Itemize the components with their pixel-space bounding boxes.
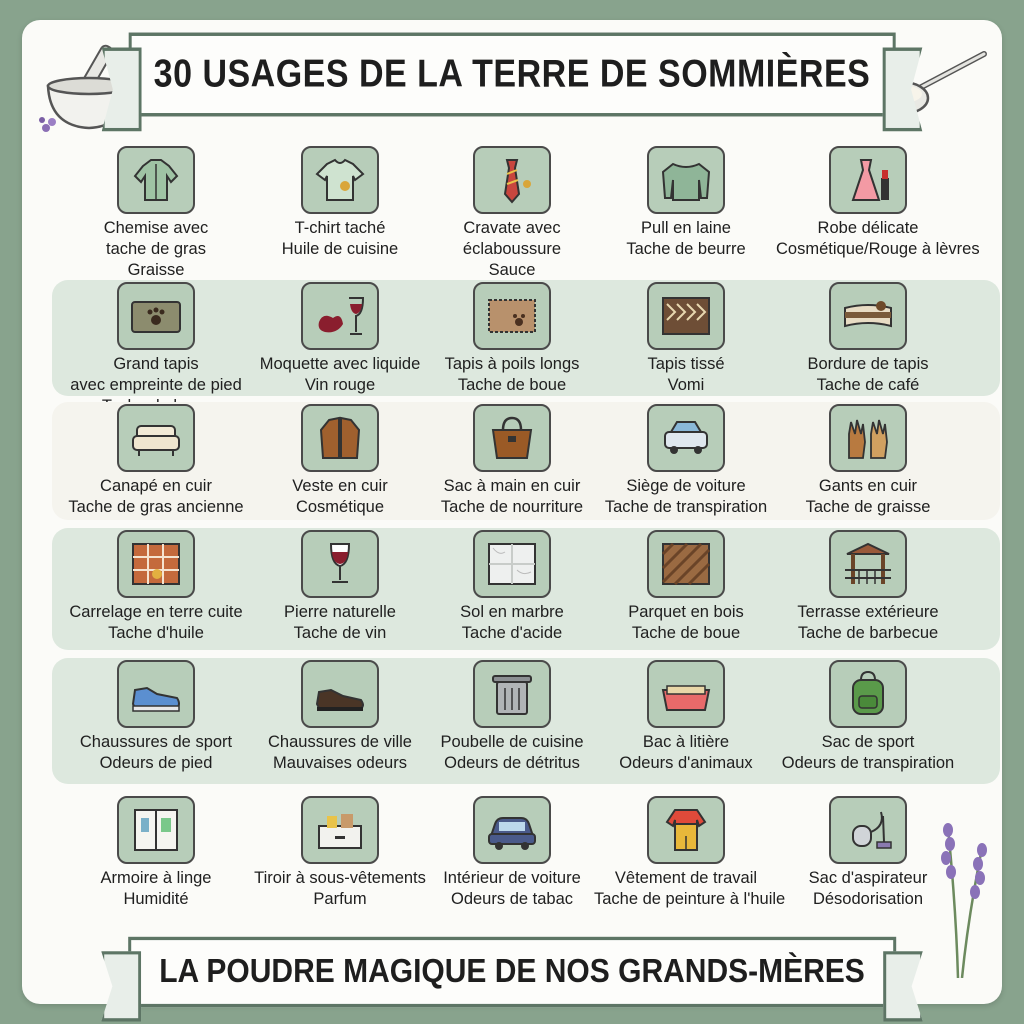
usage-item — [776, 530, 960, 644]
usage-label-line: Chemise avec — [103, 219, 209, 237]
usage-label — [248, 218, 432, 260]
shirt-icon — [117, 146, 195, 214]
usage-label-line: Tache de gras ancienne — [68, 498, 244, 516]
usage-label-line: Robe délicate — [817, 219, 919, 237]
usage-label — [420, 732, 604, 774]
rug-edge-icon — [829, 282, 907, 350]
usage-label-line: Tache de peinture à l'huile — [594, 890, 786, 908]
usage-label — [594, 476, 778, 518]
usage-label-line: Tache de café — [816, 376, 920, 394]
usage-item — [64, 404, 248, 518]
usage-label — [64, 476, 248, 518]
usage-label-line: Bordure de tapis — [807, 355, 929, 373]
usage-label-line: Tache d'huile — [108, 624, 204, 642]
usage-label-line: Sol en marbre — [460, 603, 564, 621]
paw-rug-icon — [117, 282, 195, 350]
usage-label-line: Tache de graisse — [805, 498, 931, 516]
usage-label-line: Tiroir à sous-vêtements — [254, 869, 426, 887]
usage-label-line: Tache de beurre — [626, 240, 746, 258]
usage-label — [420, 218, 604, 281]
usage-label-line: Tache de boue — [457, 376, 567, 394]
footer-banner: LA POUDRE MAGIQUE DE NOS GRANDS-MÈRES — [128, 937, 896, 1007]
vacuum-icon — [829, 796, 907, 864]
usage-item — [420, 530, 604, 644]
overalls-icon — [647, 796, 725, 864]
usage-item — [776, 660, 960, 774]
usage-label — [594, 602, 778, 644]
usage-label-line: Gants en cuir — [818, 477, 918, 495]
usage-label-line: Sac d'aspirateur — [808, 869, 928, 887]
usage-label-line: éclaboussure — [462, 240, 562, 258]
usage-label-line: Pull en laine — [641, 219, 731, 237]
sweater-icon — [647, 146, 725, 214]
usage-label-line: Odeurs de transpiration — [781, 754, 955, 772]
usage-label-line: Chaussures de sport — [79, 733, 233, 751]
usage-label-line: Pierre naturelle — [284, 603, 396, 621]
usage-label-line: Armoire à linge — [100, 869, 212, 887]
usage-label-line: Tache de vin — [293, 624, 387, 642]
usage-label — [776, 602, 960, 644]
jacket-icon — [301, 404, 379, 472]
tiles-icon — [117, 530, 195, 598]
usage-label-line: Chaussures de ville — [268, 733, 412, 751]
usage-item — [64, 660, 248, 774]
usage-label — [248, 354, 432, 396]
usage-label — [64, 732, 248, 774]
sneaker-icon — [117, 660, 195, 728]
usage-label — [248, 602, 432, 644]
usage-label-line: Tapis à poils longs — [444, 355, 580, 373]
gloves-icon — [829, 404, 907, 472]
usage-item — [594, 282, 778, 396]
usage-label-line: Cravate avec — [463, 219, 561, 237]
usage-item — [248, 796, 432, 910]
usage-item — [420, 146, 604, 281]
usage-item — [420, 404, 604, 518]
usage-item — [248, 146, 432, 260]
trash-can-icon — [473, 660, 551, 728]
woven-rug-icon — [647, 282, 725, 350]
usage-item — [776, 796, 960, 910]
usage-label-line: Désodorisation — [812, 890, 924, 908]
usage-label-line: Carrelage en terre cuite — [69, 603, 243, 621]
usage-label — [64, 868, 248, 910]
usage-label — [248, 868, 432, 910]
usage-label — [64, 218, 248, 281]
usage-label-line: Odeurs de tabac — [451, 890, 573, 908]
usage-label-line: Odeurs d'animaux — [619, 754, 753, 772]
usage-label-line: Vêtement de travail — [614, 869, 758, 887]
usage-label-line: Veste en cuir — [292, 477, 388, 495]
dress-icon — [829, 146, 907, 214]
usage-label-line: Parquet en bois — [628, 603, 744, 621]
usage-label-line: Tapis tissé — [647, 355, 725, 373]
tshirt-icon — [301, 146, 379, 214]
usage-label-line: Moquette avec liquide — [259, 355, 421, 373]
usage-item — [776, 146, 980, 260]
usage-item — [594, 660, 778, 774]
usage-item — [594, 796, 786, 910]
usage-label-line: Vomi — [667, 376, 705, 394]
usage-label — [776, 476, 960, 518]
car-seat-icon — [647, 404, 725, 472]
usage-label — [64, 602, 248, 644]
usage-item — [64, 530, 248, 644]
usage-label-line: Huile de cuisine — [281, 240, 399, 258]
usage-label — [594, 732, 778, 774]
wine-spill-icon — [301, 282, 379, 350]
litter-box-icon — [647, 660, 725, 728]
usage-label-line: Cosmétique/Rouge à lèvres — [776, 240, 980, 258]
usage-item — [776, 282, 960, 396]
usage-item — [64, 146, 248, 281]
usage-label — [594, 868, 786, 910]
usage-label-line: Humidité — [123, 890, 189, 908]
usage-label-line: Tache d'acide — [461, 624, 563, 642]
usage-item — [248, 660, 432, 774]
usage-label — [776, 218, 980, 260]
usage-item — [64, 282, 248, 417]
usage-label — [594, 218, 778, 260]
usage-item — [594, 530, 778, 644]
usage-label — [248, 476, 432, 518]
usage-label-line: Vin rouge — [304, 376, 376, 394]
handbag-icon — [473, 404, 551, 472]
usage-label-line: Terrasse extérieure — [797, 603, 939, 621]
drawer-icon — [301, 796, 379, 864]
usage-label-line: Mauvaises odeurs — [273, 754, 407, 772]
usage-label — [776, 868, 960, 910]
usage-label-line: tache de gras — [106, 240, 206, 258]
usage-label — [248, 732, 432, 774]
usage-item — [248, 282, 432, 396]
marble-icon — [473, 530, 551, 598]
usage-label-line: avec empreinte de pied — [70, 376, 242, 394]
usage-item — [248, 404, 432, 518]
usage-label-line: Graisse — [127, 261, 185, 279]
usage-label-line: Sac à main en cuir — [443, 477, 581, 495]
usage-item — [64, 796, 248, 910]
usage-item — [420, 282, 604, 396]
usage-label-line: Siège de voiture — [626, 477, 746, 495]
wine-glass-icon — [301, 530, 379, 598]
usage-item — [420, 796, 604, 910]
usage-label — [420, 354, 604, 396]
usage-label-line: Tache de boue — [631, 624, 741, 642]
usage-label-line: Intérieur de voiture — [443, 869, 581, 887]
usage-label-line: Odeurs de détritus — [444, 754, 580, 772]
usage-label-line: Cosmétique — [295, 498, 385, 516]
usage-label — [420, 476, 604, 518]
usage-label — [420, 868, 604, 910]
usage-label-line: Bac à litière — [642, 733, 730, 751]
usage-label-line: Parfum — [313, 890, 367, 908]
usage-label-line: Sauce — [488, 261, 536, 279]
usage-label-line: Grand tapis — [113, 355, 199, 373]
usage-label-line: T-chirt taché — [294, 219, 386, 237]
car-icon — [473, 796, 551, 864]
usage-label — [776, 354, 960, 396]
usage-label — [776, 732, 960, 774]
parquet-icon — [647, 530, 725, 598]
usage-item — [776, 404, 960, 518]
usage-label-line: Tache de transpiration — [604, 498, 768, 516]
page-title: 30 USAGES DE LA TERRE DE SOMMIÈRES — [129, 33, 896, 117]
usage-label — [420, 602, 604, 644]
shag-rug-icon — [473, 282, 551, 350]
sofa-icon — [117, 404, 195, 472]
usage-label-line: Tache de barbecue — [797, 624, 939, 642]
terrace-icon — [829, 530, 907, 598]
dress-shoe-icon — [301, 660, 379, 728]
wardrobe-icon — [117, 796, 195, 864]
usage-label — [594, 354, 778, 396]
usage-label-line: Sac de sport — [821, 733, 915, 751]
usage-item — [248, 530, 432, 644]
backpack-icon — [829, 660, 907, 728]
usage-item — [594, 404, 778, 518]
tie-icon — [473, 146, 551, 214]
usage-item — [594, 146, 778, 260]
usage-label-line: Canapé en cuir — [100, 477, 212, 495]
usage-label-line: Odeurs de pied — [99, 754, 213, 772]
usage-item — [420, 660, 604, 774]
usage-label-line: Poubelle de cuisine — [440, 733, 584, 751]
usage-label-line: Tache de nourriture — [440, 498, 584, 516]
